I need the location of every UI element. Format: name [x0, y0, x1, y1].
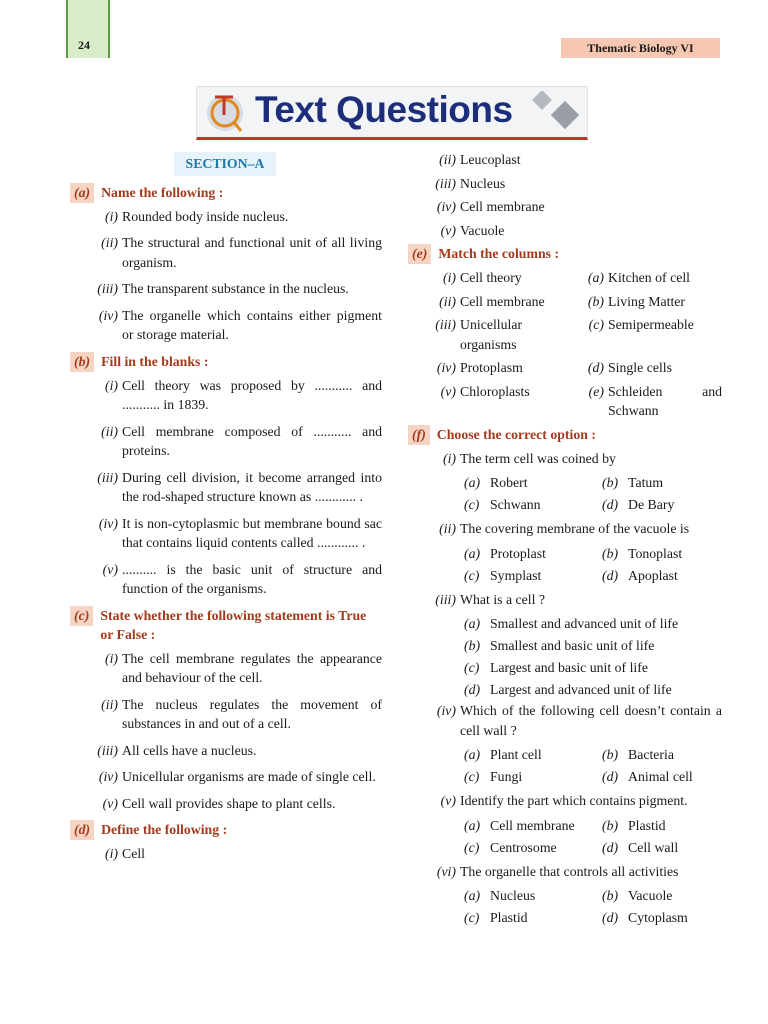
item-text: During cell division, it become arranged into the rod-shaped structure known as ............ . — [122, 469, 382, 504]
option-letter-text: (c) — [464, 660, 480, 676]
item-number — [70, 207, 122, 227]
list-item — [70, 649, 382, 688]
option-letter-text: (b) — [464, 638, 481, 654]
page-number: 24 — [78, 38, 90, 52]
item-number-text: (iv) — [436, 199, 456, 214]
mcq-number — [408, 449, 460, 469]
item-number-text: (v) — [102, 795, 118, 811]
match-right-cell — [578, 292, 722, 312]
mcq-number-text: (iv) — [436, 703, 456, 718]
item-number — [70, 741, 122, 761]
question-d-items-right — [408, 150, 722, 240]
match-row — [408, 268, 722, 288]
match-right-letter — [578, 268, 608, 288]
diamond-decoration-icon — [527, 91, 583, 135]
question-letter: (a) — [70, 183, 94, 203]
item-text: All cells have a nucleus. — [122, 742, 257, 758]
question-title: Define the following : — [101, 822, 228, 837]
question-c-heading — [70, 606, 382, 645]
mcq-question-text: Which of the following cell doesn’t contain a cell wall ? — [460, 703, 722, 738]
list-item — [70, 279, 382, 299]
option-letter-text: (d) — [464, 682, 481, 698]
option-letter-text: (a) — [464, 817, 481, 833]
item-number — [70, 844, 122, 864]
item-number-text: (i) — [104, 846, 118, 861]
match-left-number — [408, 382, 460, 421]
item-text: .......... is the basic unit of structure and function of the organisms. — [122, 561, 382, 596]
question-title: Match the columns : — [438, 246, 560, 261]
question-a-items — [70, 207, 382, 345]
option-text: De Bary — [628, 497, 675, 513]
item-number — [70, 306, 122, 345]
mcq-number-text: (ii) — [439, 521, 456, 536]
item-number — [70, 560, 122, 599]
right-column — [408, 150, 722, 932]
mcq-options — [464, 472, 722, 516]
item-number-text: (ii) — [439, 152, 456, 167]
option-letter-text: (b) — [602, 545, 619, 561]
mcq-options — [464, 744, 722, 788]
option-letter — [602, 566, 628, 586]
mcq-option — [464, 472, 602, 494]
match-right-text: Kitchen of cell — [608, 270, 690, 285]
item-number-text: (i) — [104, 377, 118, 393]
option-letter-text: (b) — [602, 888, 619, 904]
option-letter — [464, 745, 490, 765]
banner-title: Text Questions — [255, 89, 513, 130]
text-questions-banner — [196, 86, 588, 140]
question-c-items — [70, 649, 382, 814]
item-text: Rounded body inside nucleus. — [122, 208, 289, 224]
mcq-number-text: (i) — [442, 450, 456, 466]
option-letter-text: (a) — [464, 545, 481, 561]
item-number — [70, 649, 122, 688]
option-text: Schwann — [490, 497, 541, 513]
option-text: Bacteria — [628, 747, 674, 763]
mcq-question — [408, 701, 722, 740]
match-left-number-text: (ii) — [439, 293, 456, 309]
mcq-question-text: The term cell was coined by — [460, 450, 616, 466]
mcq-option — [464, 837, 602, 859]
question-b-heading — [70, 352, 382, 372]
item-number-text: (iii) — [97, 742, 118, 758]
match-left-number-text: (iv) — [436, 360, 456, 375]
option-letter-text: (a) — [464, 888, 481, 904]
mcq-number — [408, 519, 460, 539]
option-letter — [464, 473, 490, 493]
option-text: Vacuole — [628, 888, 673, 904]
option-letter-text: (b) — [602, 817, 619, 833]
item-number-text: (iii) — [97, 281, 118, 296]
list-item — [70, 207, 382, 227]
item-number-text: (ii) — [101, 423, 118, 439]
item-text: Cell — [122, 846, 145, 861]
list-item — [70, 422, 382, 461]
match-right-letter-text: (a) — [587, 270, 604, 285]
option-letter-text: (a) — [464, 747, 481, 763]
match-left-cell — [408, 315, 578, 354]
option-text: Animal cell — [628, 769, 693, 785]
mcq-options — [464, 543, 722, 587]
match-right-cell — [578, 382, 722, 421]
mcq-option — [602, 885, 722, 907]
question-f-heading — [408, 425, 722, 445]
option-letter — [464, 838, 490, 858]
item-number — [70, 233, 122, 272]
option-letter-text: (c) — [464, 497, 480, 513]
list-item — [408, 150, 722, 170]
match-left-number-text: (v) — [440, 383, 456, 399]
item-text: The structural and functional unit of all living organism. — [122, 235, 382, 270]
mcq-option — [464, 815, 602, 837]
match-right-letter-text: (d) — [587, 360, 604, 375]
match-left-number-text: (iii) — [435, 317, 456, 332]
option-text: Smallest and basic unit of life — [490, 638, 655, 654]
match-right-text: Single cells — [608, 360, 672, 375]
match-left-cell — [408, 382, 578, 421]
option-letter — [464, 680, 490, 700]
match-right-text: Schleiden and Schwann — [608, 383, 722, 418]
question-letter: (b) — [70, 352, 94, 372]
option-text: Symplast — [490, 567, 542, 583]
option-letter-text: (d) — [602, 567, 619, 583]
mcq-number-text: (v) — [440, 793, 456, 808]
question-letter: (e) — [408, 244, 431, 264]
option-letter — [464, 658, 490, 678]
item-text: The organelle which contains either pigment or storage material. — [122, 307, 382, 342]
item-number-text: (iv) — [98, 515, 118, 531]
mcq-option — [602, 837, 722, 859]
match-right-letter — [578, 292, 608, 312]
match-left-number — [408, 292, 460, 312]
question-title: State whether the following statement is True or False : — [100, 607, 367, 642]
option-letter — [602, 544, 628, 564]
option-text: Robert — [490, 475, 528, 491]
match-left-text: Protoplasm — [460, 360, 523, 375]
option-letter-text: (c) — [464, 910, 480, 926]
item-number — [70, 279, 122, 299]
option-letter — [464, 886, 490, 906]
list-item — [70, 767, 382, 787]
list-item — [70, 794, 382, 814]
match-left-text: Cell theory — [460, 270, 522, 285]
item-number — [408, 197, 460, 217]
mcq-option — [602, 766, 722, 788]
option-letter-text: (c) — [464, 769, 480, 785]
match-columns-table — [408, 268, 722, 421]
option-letter-text: (a) — [464, 616, 481, 632]
mcq-option — [464, 679, 722, 701]
mcq-number-text: (vi) — [436, 863, 456, 879]
match-left-number — [408, 315, 460, 354]
option-text: Centrosome — [490, 839, 557, 855]
mcq-option — [464, 907, 602, 929]
question-title: Choose the correct option : — [436, 426, 596, 442]
item-number-text: (iv) — [98, 307, 118, 323]
option-letter — [464, 908, 490, 928]
item-number — [70, 767, 122, 787]
match-left-cell — [408, 268, 578, 288]
item-number-text: (v) — [440, 222, 456, 238]
mcq-option — [464, 635, 722, 657]
item-text: The transparent substance in the nucleus. — [122, 281, 349, 296]
option-letter — [602, 495, 628, 515]
question-letter: (d) — [70, 820, 94, 840]
option-text: Tatum — [628, 475, 664, 491]
option-letter — [464, 816, 490, 836]
match-right-letter-text: (b) — [587, 293, 604, 309]
item-text: Cell membrane composed of ........... and proteins. — [122, 423, 382, 458]
option-letter — [602, 838, 628, 858]
match-row — [408, 292, 722, 312]
item-number — [70, 422, 122, 461]
option-letter — [602, 745, 628, 765]
option-text: Plant cell — [490, 747, 542, 763]
mcq-number — [408, 791, 460, 811]
option-letter — [602, 816, 628, 836]
list-item — [70, 560, 382, 599]
mcq-question — [408, 862, 722, 882]
match-right-text: Living Matter — [608, 293, 686, 309]
option-letter — [602, 886, 628, 906]
item-number-text: (iii) — [97, 469, 118, 485]
match-left-number — [408, 358, 460, 378]
list-item — [70, 741, 382, 761]
option-letter — [602, 473, 628, 493]
match-left-text: Unicellular organisms — [460, 317, 523, 352]
option-text: Cell membrane — [490, 817, 575, 833]
item-text: Vacuole — [460, 222, 505, 238]
mcq-question — [408, 519, 722, 539]
list-item — [70, 695, 382, 734]
item-number — [408, 150, 460, 170]
question-a-heading — [70, 183, 382, 203]
option-text: Protoplast — [490, 545, 546, 561]
item-number-text: (i) — [104, 208, 118, 224]
option-letter-text: (d) — [602, 910, 619, 926]
item-number-text: (ii) — [101, 696, 118, 712]
question-letter: (f) — [408, 425, 430, 445]
mcq-number — [408, 862, 460, 882]
mcq-option — [602, 543, 722, 565]
option-letter — [602, 908, 628, 928]
option-letter — [464, 614, 490, 634]
mcq-option — [464, 494, 602, 516]
item-text: Cell wall provides shape to plant cells. — [122, 795, 336, 811]
option-text: Plastid — [628, 817, 666, 833]
question-letter: (c) — [70, 606, 93, 626]
mcq-option — [464, 613, 722, 635]
question-e-heading — [408, 244, 722, 264]
option-text: Apoplast — [628, 567, 678, 583]
match-left-number — [408, 268, 460, 288]
mcq-option — [464, 657, 722, 679]
item-text: It is non-cytoplasmic but membrane bound sac that contains liquid contents called ............ . — [122, 515, 382, 550]
match-left-text: Cell membrane — [460, 293, 545, 309]
mcq-list — [408, 449, 722, 930]
option-text: Plastid — [490, 910, 528, 926]
option-letter-text: (d) — [602, 497, 619, 513]
mcq-question-text: The covering membrane of the vacuole is — [460, 521, 690, 536]
mcq-option — [464, 543, 602, 565]
mcq-option — [464, 766, 602, 788]
match-row — [408, 382, 722, 421]
list-item — [70, 233, 382, 272]
option-letter-text: (b) — [602, 747, 619, 763]
match-left-text: Chloroplasts — [460, 383, 530, 399]
list-item — [70, 514, 382, 553]
book-title: Thematic Biology VI — [561, 38, 720, 58]
list-item — [408, 197, 722, 217]
mcq-options — [464, 885, 722, 929]
mcq-option — [464, 565, 602, 587]
list-item — [70, 376, 382, 415]
mcq-question — [408, 449, 722, 469]
mcq-number — [408, 590, 460, 610]
mcq-option — [602, 744, 722, 766]
match-right-letter — [578, 315, 608, 354]
item-text: Leucoplast — [460, 152, 521, 167]
item-number-text: (i) — [104, 650, 118, 666]
match-right-letter — [578, 382, 608, 421]
list-item — [70, 844, 382, 864]
match-right-letter-text: (c) — [588, 317, 604, 332]
option-letter — [464, 767, 490, 787]
left-column — [70, 152, 382, 871]
option-text: Cell wall — [628, 839, 679, 855]
match-right-letter-text: (e) — [588, 383, 604, 399]
option-letter-text: (c) — [464, 839, 480, 855]
item-text: The nucleus regulates the movement of substances in and out of a cell. — [122, 696, 382, 731]
mcq-options — [464, 613, 722, 701]
item-text: Cell theory was proposed by ........... and ........... in 1839. — [122, 377, 382, 412]
option-text: Fungi — [490, 769, 523, 785]
list-item — [70, 306, 382, 345]
option-text: Smallest and advanced unit of life — [490, 616, 679, 632]
item-number — [408, 221, 460, 241]
question-b-items — [70, 376, 382, 599]
option-letter-text: (d) — [602, 839, 619, 855]
match-right-letter — [578, 358, 608, 378]
option-letter-text: (d) — [602, 769, 619, 785]
item-text: The cell membrane regulates the appearance and behaviour of the cell. — [122, 650, 382, 685]
mcq-question-text: The organelle that controls all activities — [460, 863, 679, 879]
section-heading: SECTION–A — [174, 152, 276, 176]
mcq-option — [602, 907, 722, 929]
item-number-text: (iv) — [98, 769, 118, 784]
match-right-cell — [578, 268, 722, 288]
item-number-text: (ii) — [101, 235, 118, 250]
match-row — [408, 315, 722, 354]
match-right-cell — [578, 315, 722, 354]
option-text: Cytoplasm — [628, 910, 688, 926]
match-row — [408, 358, 722, 378]
item-text: Cell membrane — [460, 199, 545, 214]
list-item — [70, 468, 382, 507]
match-right-text: Semipermeable — [608, 317, 694, 332]
item-number — [70, 376, 122, 415]
option-letter — [464, 544, 490, 564]
question-title: Fill in the blanks : — [101, 353, 209, 369]
item-number-text: (iii) — [435, 175, 456, 191]
mcq-question-text: Identify the part which contains pigment. — [460, 793, 688, 808]
mcq-option — [602, 565, 722, 587]
option-letter — [464, 566, 490, 586]
mcq-question-text: What is a cell ? — [460, 591, 546, 607]
question-title: Name the following : — [101, 184, 224, 200]
option-letter — [464, 495, 490, 515]
mcq-number — [408, 701, 460, 740]
option-text: Largest and advanced unit of life — [490, 682, 672, 698]
mcq-options — [464, 815, 722, 859]
question-d-heading — [70, 820, 382, 840]
option-letter-text: (c) — [464, 567, 480, 583]
option-text: Tonoplast — [628, 545, 683, 561]
item-text: Unicellular organisms are made of single cell. — [122, 769, 376, 784]
tq-logo-icon — [203, 89, 249, 135]
match-left-cell — [408, 292, 578, 312]
item-number — [408, 174, 460, 194]
question-d-items-left — [70, 844, 382, 864]
item-number — [70, 514, 122, 553]
item-number — [70, 695, 122, 734]
mcq-option — [602, 815, 722, 837]
item-number-text: (v) — [102, 561, 118, 577]
mcq-option — [602, 494, 722, 516]
item-text: Nucleus — [460, 175, 506, 191]
match-right-cell — [578, 358, 722, 378]
option-letter — [602, 767, 628, 787]
mcq-question — [408, 791, 722, 811]
item-number — [70, 794, 122, 814]
list-item — [408, 174, 722, 194]
option-text: Nucleus — [490, 888, 536, 904]
mcq-option — [464, 744, 602, 766]
match-left-number-text: (i) — [442, 270, 456, 285]
option-text: Largest and basic unit of life — [490, 660, 648, 676]
list-item — [408, 221, 722, 241]
mcq-number-text: (iii) — [435, 591, 456, 607]
mcq-option — [464, 885, 602, 907]
option-letter-text: (a) — [464, 475, 481, 491]
mcq-question — [408, 590, 722, 610]
match-left-cell — [408, 358, 578, 378]
option-letter-text: (b) — [602, 475, 619, 491]
option-letter — [464, 636, 490, 656]
item-number — [70, 468, 122, 507]
mcq-option — [602, 472, 722, 494]
